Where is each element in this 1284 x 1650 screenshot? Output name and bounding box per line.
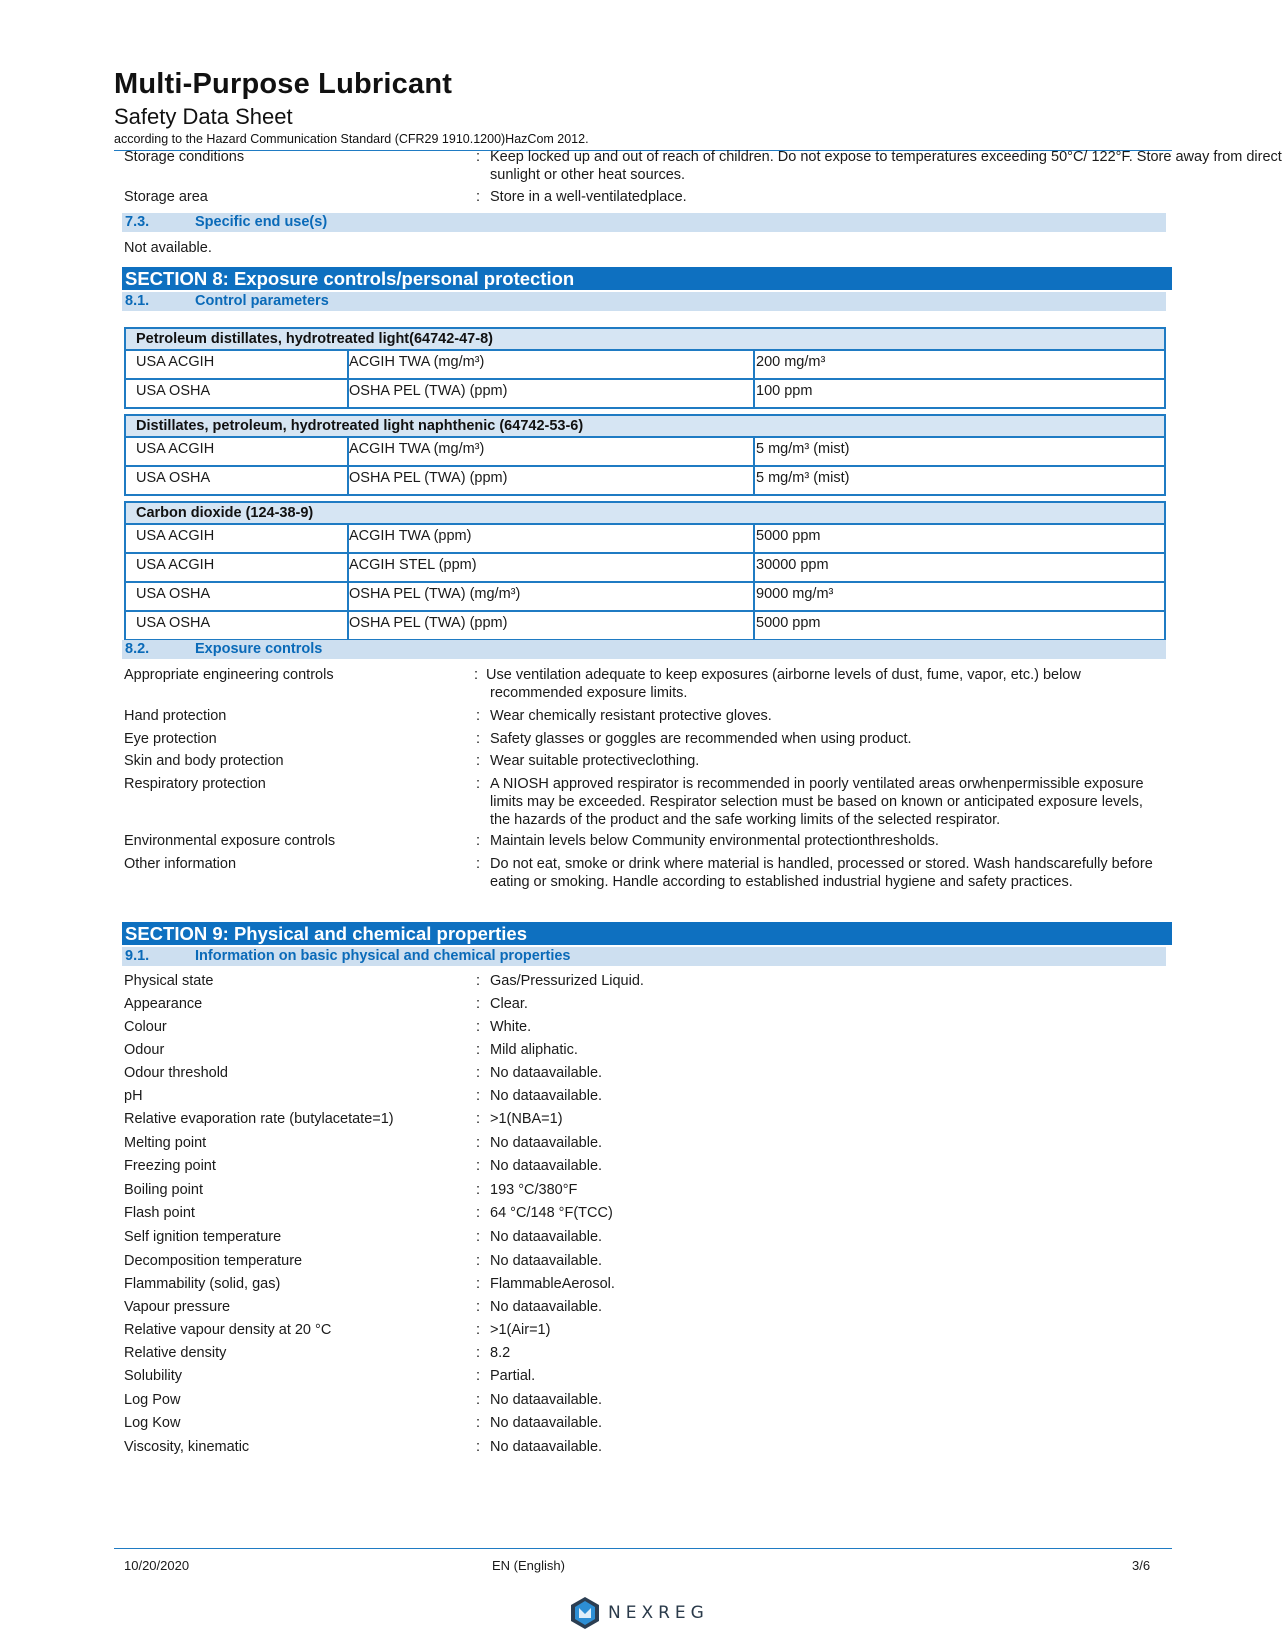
logo-wordmark: NEXREG bbox=[608, 1603, 709, 1623]
substance-name: Petroleum distillates, hydrotreated light(64742-47-8) bbox=[126, 329, 1164, 351]
table-row: USA ACGIH ACGIH TWA (mg/m³) 200 mg/m³ bbox=[126, 351, 1164, 380]
exposure-limits-table bbox=[124, 414, 1166, 496]
sds-page: Multi-Purpose Lubricant Safety Data Sheet according to the Hazard Communication Standard (CFR29 1910.1200)HazCom 2012. Storage conditions : Keep locked up and out of reach of children. Do not expose to temperatures exceeding 50°C/ 122°F. Store away from direct sunlight or other heat sources. Storage area : Store in a well-ventilatedplace. 7.3. Specific end use(s) Not available. SECTION 8: Exposure controls/personal protection 8.1. Control parameters Petroleum distillates, hydrotreated light(64742-47-8) USA ACGIH ACGIH TWA (mg/m³) 200 mg/m³ USA OSHA OSHA PEL (TWA) (ppm) 100 ppm Distillates, petroleum, hydrotreated light naphthenic (64742-53-6) USA ACGIH ACGIH TWA (mg/m³) 5 mg/m³ (mist) USA OSHA OSHA PEL (TWA) (ppm) 5 mg/m³ (mist) Carbon dioxide (124-38-9) USA ACGIH ACGIH TWA (ppm) 5000 ppm USA ACGIH ACGIH STEL (ppm) 30000 ppm USA OSHA OSHA PEL (TWA) (mg/m³) 9000 mg/m³ USA OSHA OSHA PEL (TWA) (ppm) 5000 ppm 8.2. Exposure controls Appropriate engineering controls : Use ventilation adequate to keep exposures (airborne levels of dust, fume, vapor, etc.) below recommended exposure limits. Hand protection : Wear chemically resistant protective gloves. Eye protection : Safety glasses or goggles are recommended when using product. Skin and body protection : Wear suitable protectiveclothing. Respiratory protection : A NIOSH approved respirator is recommended in poorly ventilated areas orwhenpermissible exposure limits may be exceeded. Respirator selection must be based on known or anticipated exposure levels, the hazards of the product and the safe working limits of the selected respirator. Environmental exposure controls : Maintain levels below Community environmental protectionthresholds. Other information : Do not eat, smoke or drink where material is handled, processed or stored. Wash handscarefully before eating or smoking. Handle according to established industrial hygiene and safety practices. SECTION 9: Physical and chemical properties 9.1. Information on basic physical and chemical properties Physical state : Gas/Pressurized Liquid. Appearance : Clear. Colour : White. Odour : Mild aliphatic. Odour threshold : No dataavailable. pH : No dataavailable. Relative evaporation rate (butylacetate=1) : >1(NBA=1) Melting point : No dataavailable. Freezing point : No dataavailable. Boiling point : 193 °C/380°F Flash point : 64 °C/148 °F(TCC) Self ignition temperature : No dataavailable. Decomposition temperature : No dataavailable. Flammability (solid, gas) : FlammableAerosol. Vapour pressure : No dataavailable. Relative vapour density at 20 °C : >1(Air=1) Relative density : 8.2 Solubility : Partial. Log Pow : No dataavailable. Log Kow : No dataavailable. Viscosity, kinematic : No dataavailable. 10/20/2020 EN (English) 3/6 NEXREG bbox=[0, 0, 1284, 1650]
document-subtitle: Safety Data Sheet bbox=[114, 104, 293, 129]
table-row: USA OSHA OSHA PEL (TWA) (ppm) 5000 ppm bbox=[126, 612, 1164, 639]
document-title: Multi-Purpose Lubricant bbox=[114, 68, 453, 100]
revision-date: 10/20/2020 bbox=[124, 1558, 190, 1573]
regulatory-standard: according to the Hazard Communication Standard (CFR29 1910.1200)HazCom 2012. bbox=[114, 132, 589, 146]
nexreg-logo bbox=[568, 1596, 709, 1630]
page-number: 3/6 bbox=[1132, 1558, 1151, 1573]
subsection-8-1-header: 8.1. Control parameters bbox=[122, 292, 1166, 311]
table-row: USA OSHA OSHA PEL (TWA) (mg/m³) 9000 mg/m³ bbox=[126, 583, 1164, 612]
exposure-limits-table bbox=[124, 501, 1166, 641]
table-row: USA ACGIH ACGIH STEL (ppm) 30000 ppm bbox=[126, 554, 1164, 583]
table-row: USA ACGIH ACGIH TWA (ppm) 5000 ppm bbox=[126, 525, 1164, 554]
document-language: EN (English) bbox=[492, 1558, 565, 1573]
property-value: Store in a well-ventilatedplace. bbox=[490, 189, 687, 205]
substance-name: Carbon dioxide (124-38-9) bbox=[126, 503, 1164, 525]
hexagon-logo-icon bbox=[568, 1596, 602, 1630]
subsection-8-2-header: 8.2. Exposure controls bbox=[122, 640, 1166, 659]
section-9-header: SECTION 9: Physical and chemical properties bbox=[122, 922, 1172, 945]
property-value: Keep locked up and out of reach of children. Do not expose to temperatures exceeding 50°C/ 122°F. Store away from direct sunlight or other heat sources. bbox=[490, 149, 1282, 183]
table-row: USA OSHA OSHA PEL (TWA) (ppm) 5 mg/m³ (mist) bbox=[126, 467, 1164, 494]
substance-name: Distillates, petroleum, hydrotreated light naphthenic (64742-53-6) bbox=[126, 416, 1164, 438]
exposure-limits-table bbox=[124, 327, 1166, 409]
section-8-header: SECTION 8: Exposure controls/personal protection bbox=[122, 267, 1172, 290]
property-label: Storage conditions bbox=[124, 149, 245, 165]
footer-divider bbox=[114, 1548, 1172, 1549]
table-row: USA OSHA OSHA PEL (TWA) (ppm) 100 ppm bbox=[126, 380, 1164, 407]
subsection-9-1-header: 9.1. Information on basic physical and chemical properties bbox=[122, 947, 1166, 966]
subsection-7-3-header: 7.3. Specific end use(s) bbox=[122, 213, 1166, 232]
property-label: Storage area bbox=[124, 189, 208, 205]
table-row: USA ACGIH ACGIH TWA (mg/m³) 5 mg/m³ (mist) bbox=[126, 438, 1164, 467]
specific-end-use-text: Not available. bbox=[124, 240, 212, 256]
